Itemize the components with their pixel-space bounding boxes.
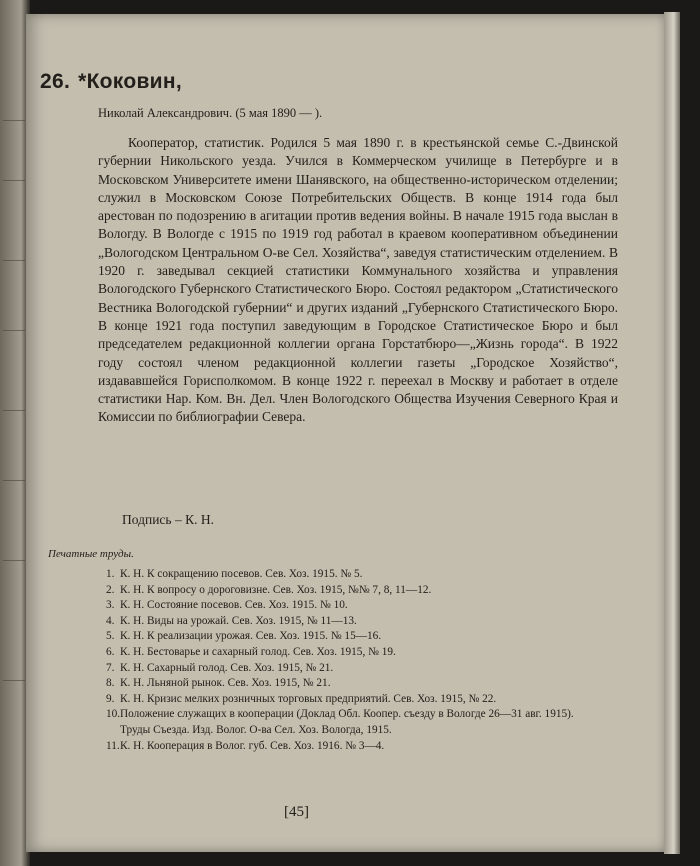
right-page-edge (664, 12, 680, 854)
works-heading: Печатные труды. (48, 548, 134, 560)
works-list-item: 3. К. Н. Состояние посевов. Сев. Хоз. 1915. № 10. (106, 599, 348, 612)
works-list-item: 1. К. Н. К сокращению посевов. Сев. Хоз. 1915. № 5. (106, 568, 363, 580)
biography-text: Кооператор, статистик. Родился 5 мая 1890 г. в крестьянской семье С.-Двинской губернии Никольского уезда. Учился в Коммерческом училище в Петербурге и в Московском Университете имени Шанявского, на общественно-историческом отделении; служил в Московском Союзе Потребительских Обществ. В конце 1914 года был арестован по подозрению в агитации против ведения войны. В начале 1915 года выслан в Вологду. В Вологде с 1915 по 1919 год работал в краевом кооперативном объединении „Вологодском Центральном О-ве Сел. Хозяйства“, заведуя статистическим отделением. В 1920 г. заведывал секцией статистики Коммунального хозяйства и управления Вологодского Губернского Статистического Бюро. Состоял редактором „Статистического Вестника Вологодской губернии“ и других изданий „Губернского Статистического Бюро. В конце 1921 года поступил заведующим в Городское Статистическое Бюро и был председателем редакционной коллегии органа Горстатбюро—„Жизнь города“. В 1922 году состоял членом редакционной коллегии газеты „Городское Хозяйство“, издававшейся Горисполкомом. В конце 1922 г. переехал в Москву и работает в отделе статистики Нар. Ком. Вн. Дел. Член Вологодского Общества Изучения Северного Края и Комиссии по библиографии Севера. (98, 135, 618, 425)
entry-full-name: Николай Александрович. (5 мая 1890 — ). (98, 106, 323, 120)
works-list-item: 7. К. Н. Сахарный голод. Сев. Хоз. 1915, № 21. (106, 661, 334, 674)
left-page-text-fragment (3, 560, 25, 561)
works-list-item: 10.Положение служащих в кооперации (Доклад Обл. Коопер. съезду в Вологде 26—31 авг. 1915). Труды Съезда. Изд. Волог. О-ва Сел. Хоз. Вологда, 1915. (106, 708, 574, 736)
left-page-text-fragment (3, 680, 25, 681)
works-list-item: 5. К. Н. К реализации урожая. Сев. Хоз. 1915. № 15—16. (106, 630, 382, 643)
left-page-text-fragment (3, 480, 25, 481)
left-page-text-fragment (3, 180, 25, 181)
page-number: [45] (284, 804, 309, 820)
works-list-item: 6. К. Н. Бестоварье и сахарный голод. Сев. Хоз. 1915, № 19. (106, 645, 396, 658)
left-page-text-fragment (3, 260, 25, 261)
works-list-item: 9. К. Н. Кризис мелких розничных торговых предприятий. Сев. Хоз. 1915, № 22. (106, 692, 497, 705)
works-list-item: 4. К. Н. Виды на урожай. Сев. Хоз. 1915, № 11—13. (106, 614, 357, 627)
left-page-text-fragment (3, 410, 25, 411)
works-list-item: 2. К. Н. К вопросу о дороговизне. Сев. Хоз. 1915, №№ 7, 8, 11—12. (106, 583, 432, 596)
entry-surname: *Коковин, (78, 70, 183, 93)
left-page-text-fragment (3, 330, 25, 331)
works-list-item: 8. К. Н. Льняной рынок. Сев. Хоз. 1915, № 21. (106, 677, 331, 690)
entry-number: 26. (40, 70, 71, 93)
book-page (26, 14, 666, 852)
signature-line: Подпись – К. Н. (122, 512, 214, 527)
left-page-text-fragment (3, 120, 25, 121)
entry-title (40, 70, 182, 94)
works-list-item: 11.К. Н. Кооперация в Волог. губ. Сев. Хоз. 1916. № 3—4. (106, 739, 385, 752)
works-list (106, 567, 606, 754)
